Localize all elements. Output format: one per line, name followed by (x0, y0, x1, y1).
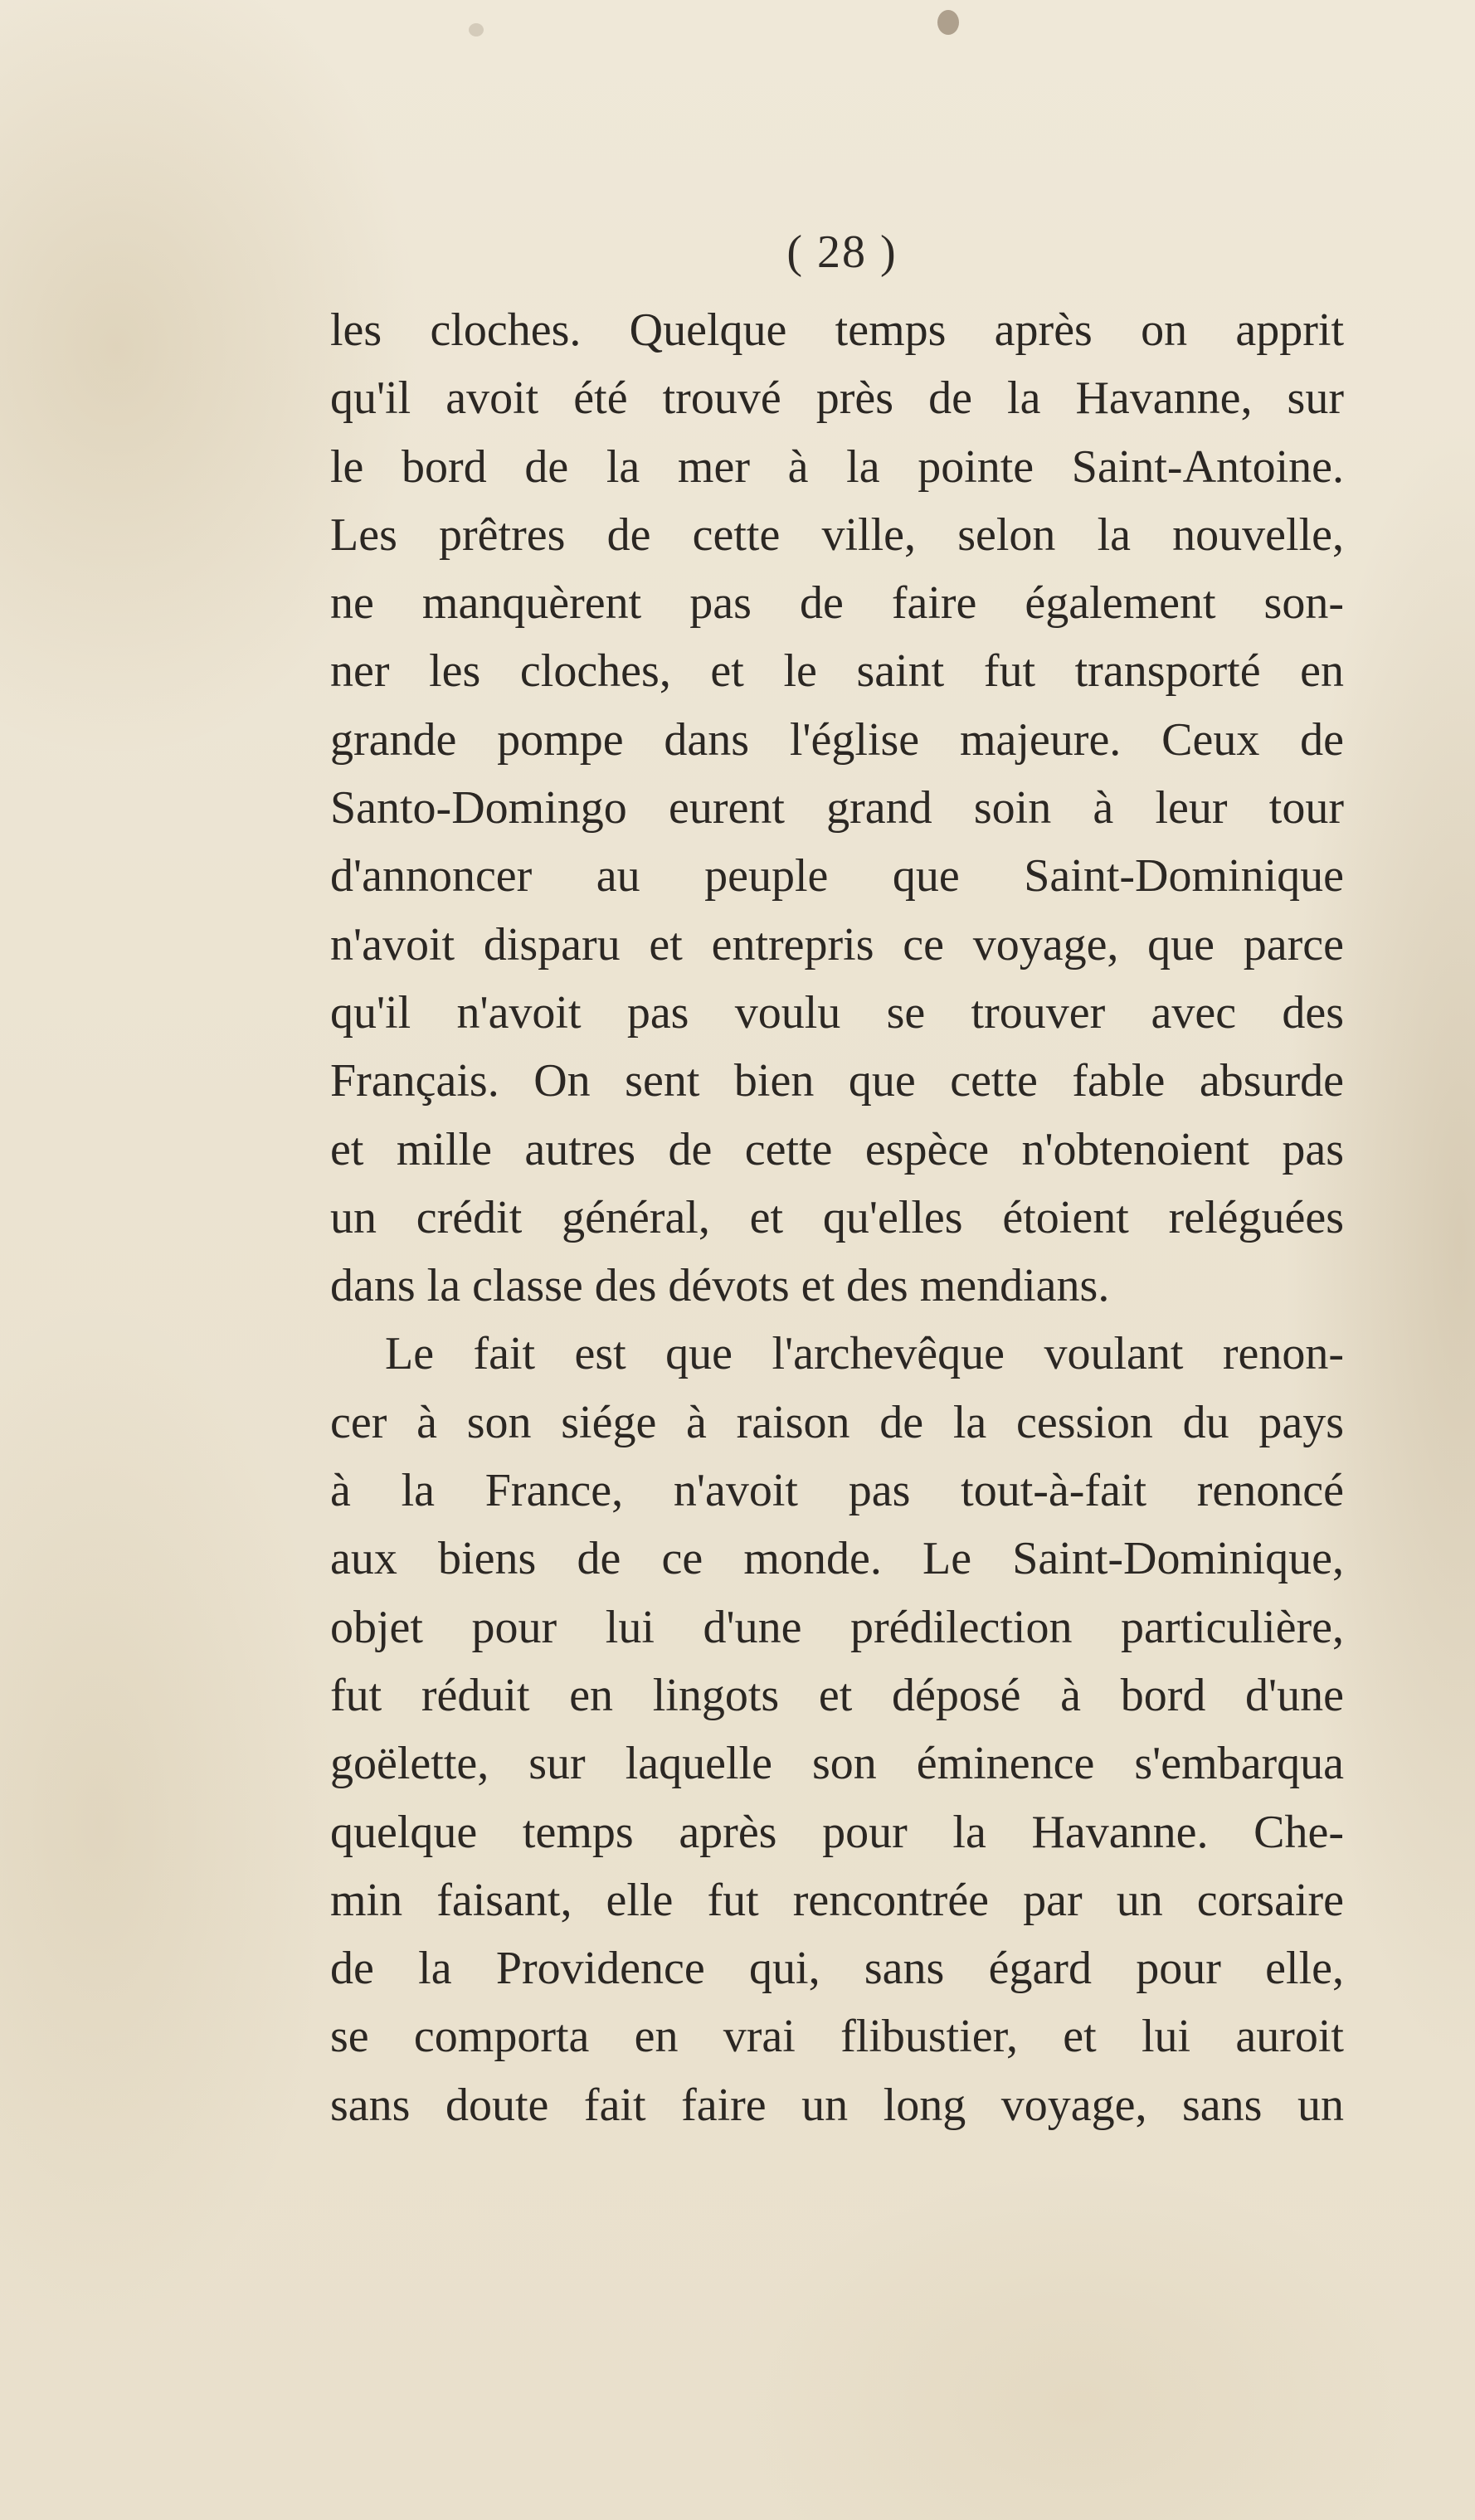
text-line: le bord de la mer à la pointe Saint-Antoine. (330, 440, 1344, 493)
text-line: et mille autres de cette espèce n'obtenoient pas (330, 1123, 1344, 1175)
ink-spot (469, 23, 484, 36)
text-line: de la Providence qui, sans égard pour elle, (330, 1943, 1344, 1995)
text-line: objet pour lui d'une prédilection particulière, (330, 1601, 1344, 1653)
text-line: goëlette, sur laquelle son éminence s'embarqua (330, 1738, 1344, 1790)
text-line: à la France, n'avoit pas tout-à-fait renoncé (330, 1465, 1344, 1517)
text-line: dans la classe des dévots et des mendians. (330, 1260, 1110, 1312)
text-line: sans doute fait faire un long voyage, sans un (330, 2079, 1344, 2131)
text-line: qu'il avoit été trouvé près de la Havanne, sur (330, 372, 1344, 425)
text-line: les cloches. Quelque temps après on apprit (330, 304, 1344, 356)
text-line: quelque temps après pour la Havanne. Che- (330, 1806, 1344, 1858)
text-line: aux biens de ce monde. Le Saint-Dominique, (330, 1533, 1344, 1585)
text-line: ner les cloches, et le saint fut transporté en (330, 645, 1344, 698)
text-line: cer à son siége à raison de la cession du pays (330, 1396, 1344, 1448)
text-line: Santo-Domingo eurent grand soin à leur tour (330, 782, 1344, 834)
text-line: grande pompe dans l'église majeure. Ceux de (330, 713, 1344, 766)
text-line: Français. On sent bien que cette fable absurde (330, 1055, 1344, 1107)
ink-spot (937, 10, 959, 35)
text-line: se comporta en vrai flibustier, et lui auroit (330, 2011, 1344, 2063)
text-line: ne manquèrent pas de faire également son- (330, 577, 1344, 630)
text-line: d'annoncer au peuple que Saint-Dominique (330, 850, 1344, 902)
text-line: n'avoit disparu et entrepris ce voyage, que parce (330, 918, 1344, 971)
page-number: ( 28 ) (786, 226, 898, 278)
text-line: qu'il n'avoit pas voulu se trouver avec des (330, 986, 1344, 1039)
text-line: Les prêtres de cette ville, selon la nouvelle, (330, 508, 1344, 561)
body-text (330, 296, 1344, 2139)
text-line: fut réduit en lingots et déposé à bord d'une (330, 1669, 1344, 1721)
text-line: Le fait est que l'archevêque voulant renon- (385, 1328, 1344, 1380)
text-line: min faisant, elle fut rencontrée par un corsaire (330, 1874, 1344, 1926)
text-line: un crédit général, et qu'elles étoient reléguées (330, 1191, 1344, 1243)
